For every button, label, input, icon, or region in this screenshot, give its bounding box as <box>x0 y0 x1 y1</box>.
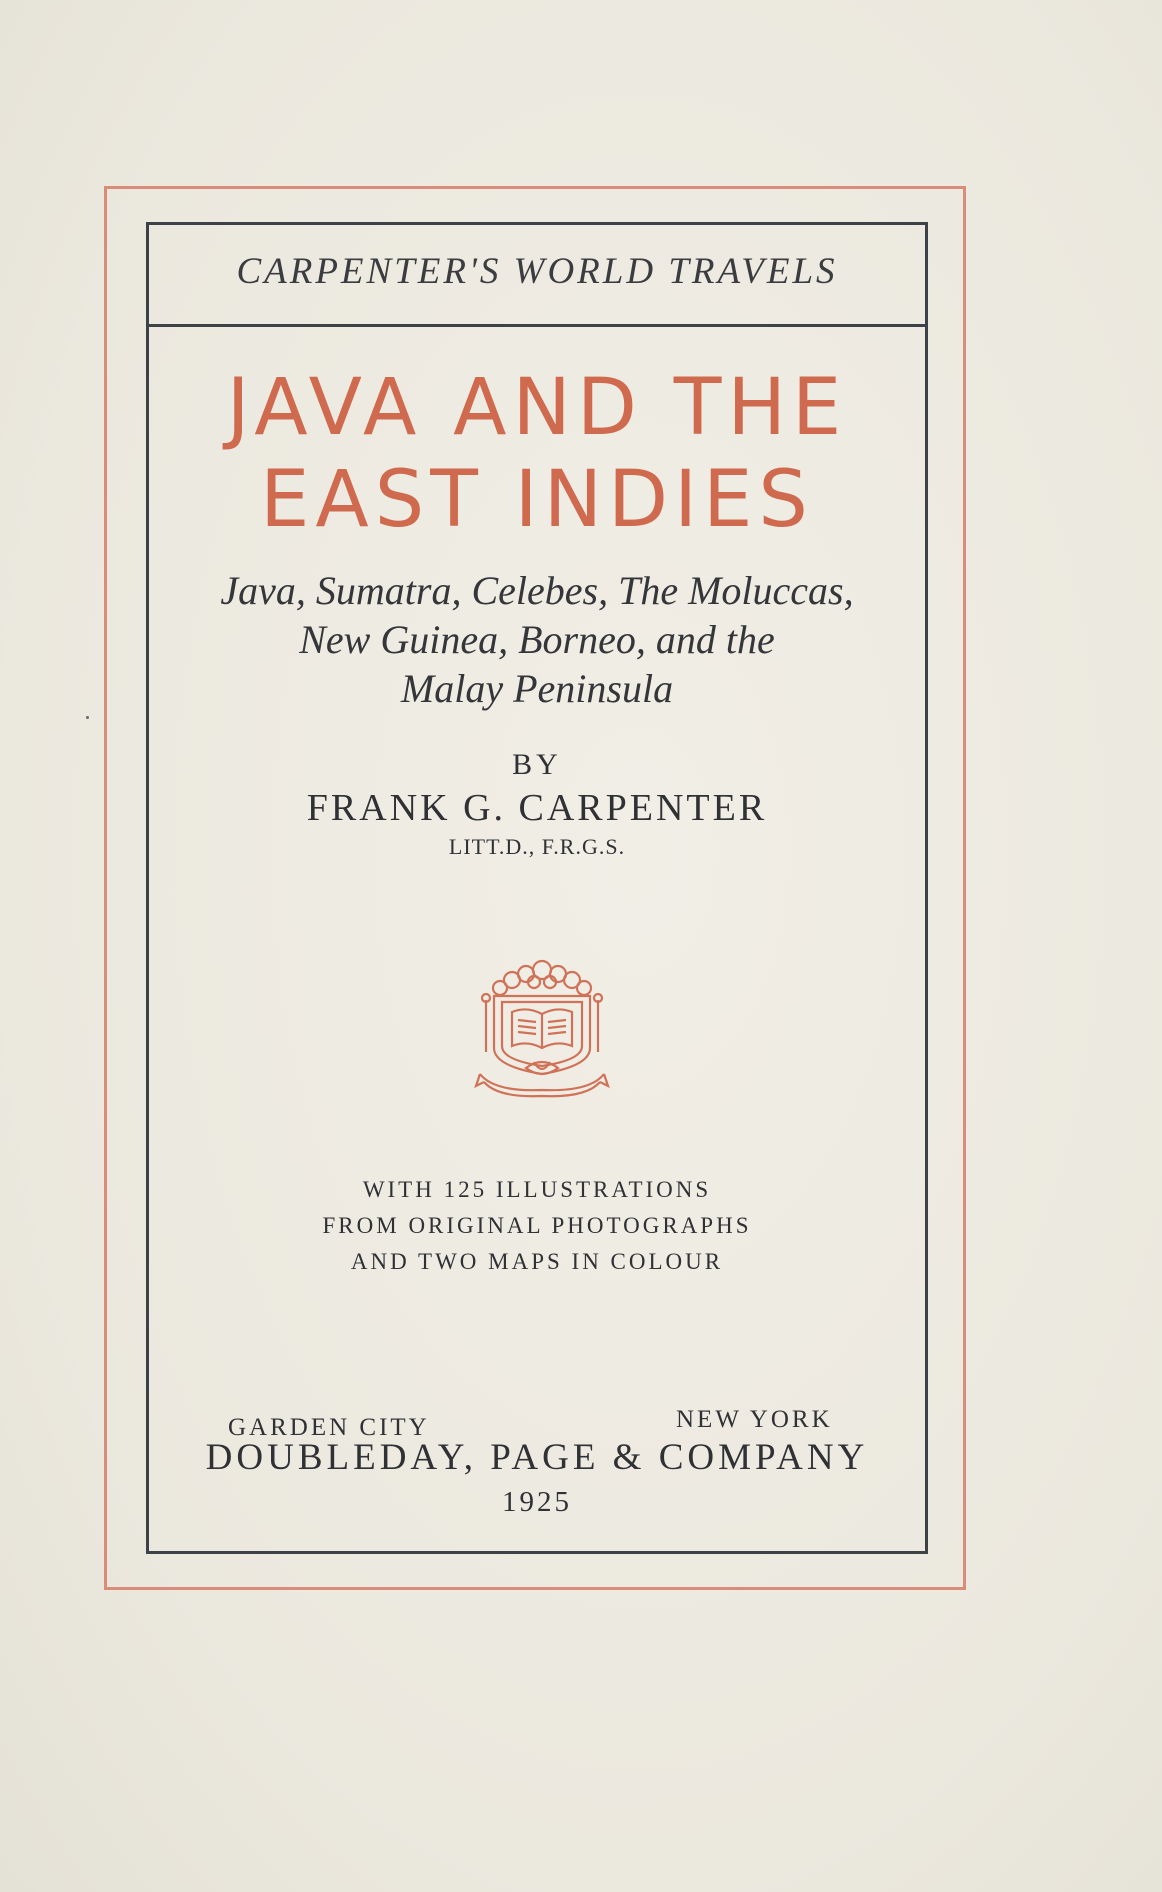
subtitle-line-2: New Guinea, Borneo, and the <box>299 617 775 662</box>
imprint-city-right: NEW YORK <box>676 1406 833 1433</box>
subtitle-line-1: Java, Sumatra, Celebes, The Moluccas, <box>220 568 854 613</box>
illustrations-line-2: FROM ORIGINAL PHOTOGRAPHS <box>322 1213 752 1238</box>
subtitle-line-3: Malay Peninsula <box>400 666 674 711</box>
book-subtitle <box>146 566 928 713</box>
byline-by: BY <box>512 748 562 781</box>
publisher-name: DOUBLEDAY, PAGE & COMPANY <box>205 1437 869 1478</box>
paper-speck <box>86 716 89 719</box>
publisher-emblem-icon <box>474 956 610 1102</box>
illustrations-note <box>146 1172 928 1280</box>
illustrations-line-1: WITH 125 ILLUSTRATIONS <box>362 1177 712 1202</box>
series-title: CARPENTER'S WORLD TRAVELS <box>236 251 838 292</box>
illustrations-line-3: AND TWO MAPS IN COLOUR <box>350 1249 724 1274</box>
book-title-line-2: EAST INDIES <box>260 455 814 545</box>
author-name: FRANK G. CARPENTER <box>306 787 768 829</box>
book-title-line-1: JAVA AND THE <box>226 363 848 453</box>
author-degrees: LITT.D., F.R.G.S. <box>448 834 626 859</box>
series-divider-rule <box>146 324 928 327</box>
book-title <box>146 362 928 546</box>
publication-year: 1925 <box>502 1486 572 1518</box>
imprint-city-left: GARDEN CITY <box>228 1414 430 1441</box>
